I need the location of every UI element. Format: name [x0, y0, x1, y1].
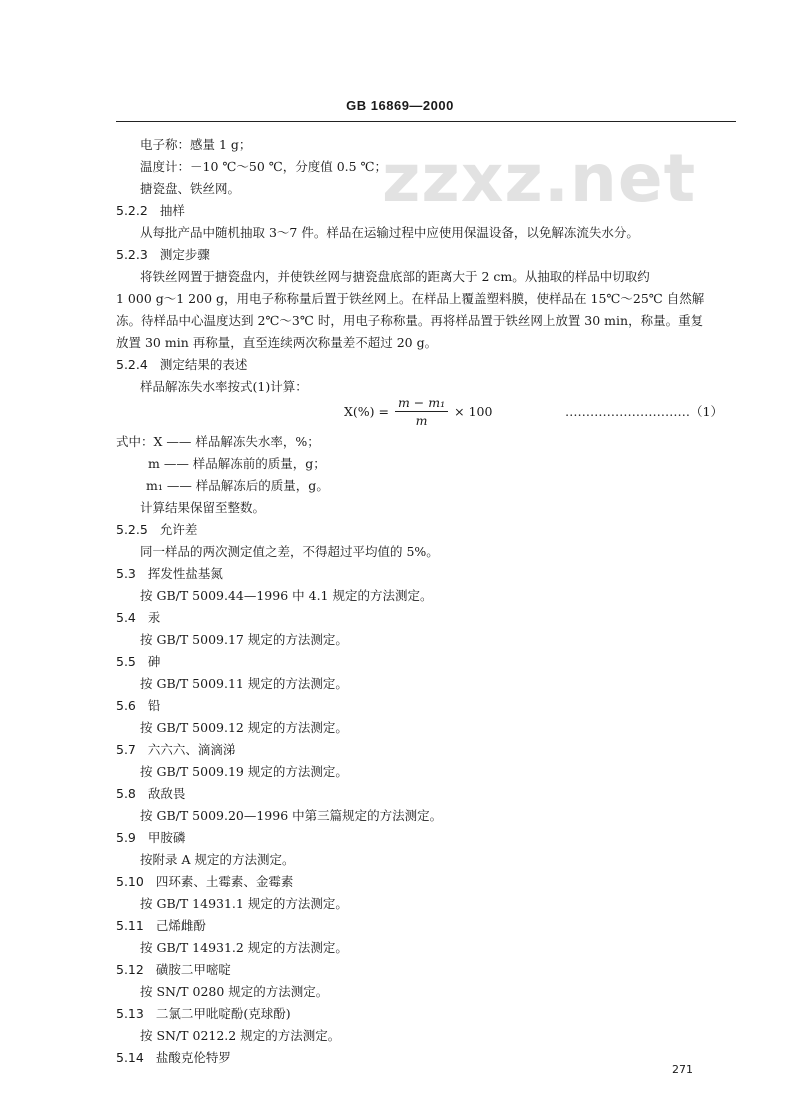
section-heading: 5.11 己烯雌酚 — [116, 918, 206, 933]
equipment-line: 电子称：感量 1 g； — [140, 137, 252, 152]
section-heading: 5.2.4 测定结果的表述 — [116, 357, 248, 372]
section-heading: 5.4 汞 — [116, 610, 161, 625]
section-heading: 5.13 二氯二甲吡啶酚(克球酚) — [116, 1006, 291, 1021]
body-text: 样品解冻失水率按式(1)计算： — [140, 379, 308, 394]
formula-rhs: × 100 — [454, 404, 493, 419]
equipment-line: 温度计：－10 ℃～50 ℃，分度值 0.5 ℃； — [140, 159, 388, 174]
formula-numerator: m − m₁ — [395, 395, 448, 412]
section-heading: 5.2.3 测定步骤 — [116, 247, 210, 262]
body-text: 1 000 g～1 200 g，用电子称称量后置于铁丝网上。在样品上覆盖塑料膜，使样品在 15℃～25℃ 自然解 — [116, 291, 705, 306]
body-text: 按 SN/T 0212.2 规定的方法测定。 — [140, 1028, 341, 1043]
body-text: 按 SN/T 0280 规定的方法测定。 — [140, 984, 329, 999]
header-rule — [116, 121, 736, 122]
body-text: 按 GB/T 14931.1 规定的方法测定。 — [140, 896, 348, 911]
page-number: 271 — [672, 1063, 693, 1076]
watermark: zzxz.net — [382, 140, 697, 217]
section-heading: 5.12 磺胺二甲嘧啶 — [116, 962, 231, 977]
formula — [344, 395, 492, 428]
section-heading: 5.5 砷 — [116, 654, 161, 669]
section-heading: 5.2.2 抽样 — [116, 203, 185, 218]
body-text: 按附录 A 规定的方法测定。 — [140, 852, 295, 867]
section-heading: 5.3 挥发性盐基氮 — [116, 566, 223, 581]
body-text: 按 GB/T 5009.19 规定的方法测定。 — [140, 764, 348, 779]
section-heading: 5.8 敌敌畏 — [116, 786, 186, 801]
body-text: 冻。待样品中心温度达到 2℃～3℃ 时，用电子称称量。再将样品置于铁丝网上放置 30 min，称量。重复 — [116, 313, 704, 328]
section-heading: 5.7 六六六、滴滴涕 — [116, 742, 236, 757]
body-text: 按 GB/T 5009.20—1996 中第三篇规定的方法测定。 — [140, 808, 443, 823]
section-heading: 5.6 铅 — [116, 698, 161, 713]
formula-fraction — [395, 395, 448, 428]
section-heading: 5.2.5 允许差 — [116, 522, 198, 537]
body-text: 将铁丝网置于搪瓷盘内，并使铁丝网与搪瓷盘底部的距离大于 2 cm。从抽取的样品中切取约 — [140, 269, 650, 284]
section-heading: 5.9 甲胺磷 — [116, 830, 186, 845]
body-text: 按 GB/T 5009.17 规定的方法测定。 — [140, 632, 348, 647]
equation-number: …………………………（1） — [565, 404, 723, 419]
body-text: 计算结果保留至整数。 — [140, 500, 266, 515]
body-text: 按 GB/T 5009.11 规定的方法测定。 — [140, 676, 348, 691]
formula-lhs: X(%) = — [344, 404, 389, 419]
body-text: 按 GB/T 14931.2 规定的方法测定。 — [140, 940, 348, 955]
variable-definition: m —— 样品解冻前的质量，g； — [148, 456, 326, 471]
formula-denominator: m — [415, 413, 428, 428]
equipment-line: 搪瓷盘、铁丝网。 — [140, 181, 241, 196]
body-text: 同一样品的两次测定值之差，不得超过平均值的 5%。 — [140, 544, 439, 559]
section-heading: 5.10 四环素、土霉素、金霉素 — [116, 874, 294, 889]
body-text: 按 GB/T 5009.12 规定的方法测定。 — [140, 720, 348, 735]
section-heading: 5.14 盐酸克伦特罗 — [116, 1050, 231, 1065]
variable-definition: 式中：X —— 样品解冻失水率，%； — [116, 434, 320, 449]
body-text: 放置 30 min 再称量，直至连续两次称量差不超过 20 g。 — [116, 335, 438, 350]
body-text: 从每批产品中随机抽取 3～7 件。样品在运输过程中应使用保温设备，以免解冻流失水分。 — [140, 225, 639, 240]
page-header: GB 16869—2000 — [346, 98, 454, 113]
variable-definition: m₁ —— 样品解冻后的质量，g。 — [146, 478, 329, 493]
body-text: 按 GB/T 5009.44—1996 中 4.1 规定的方法测定。 — [140, 588, 433, 603]
